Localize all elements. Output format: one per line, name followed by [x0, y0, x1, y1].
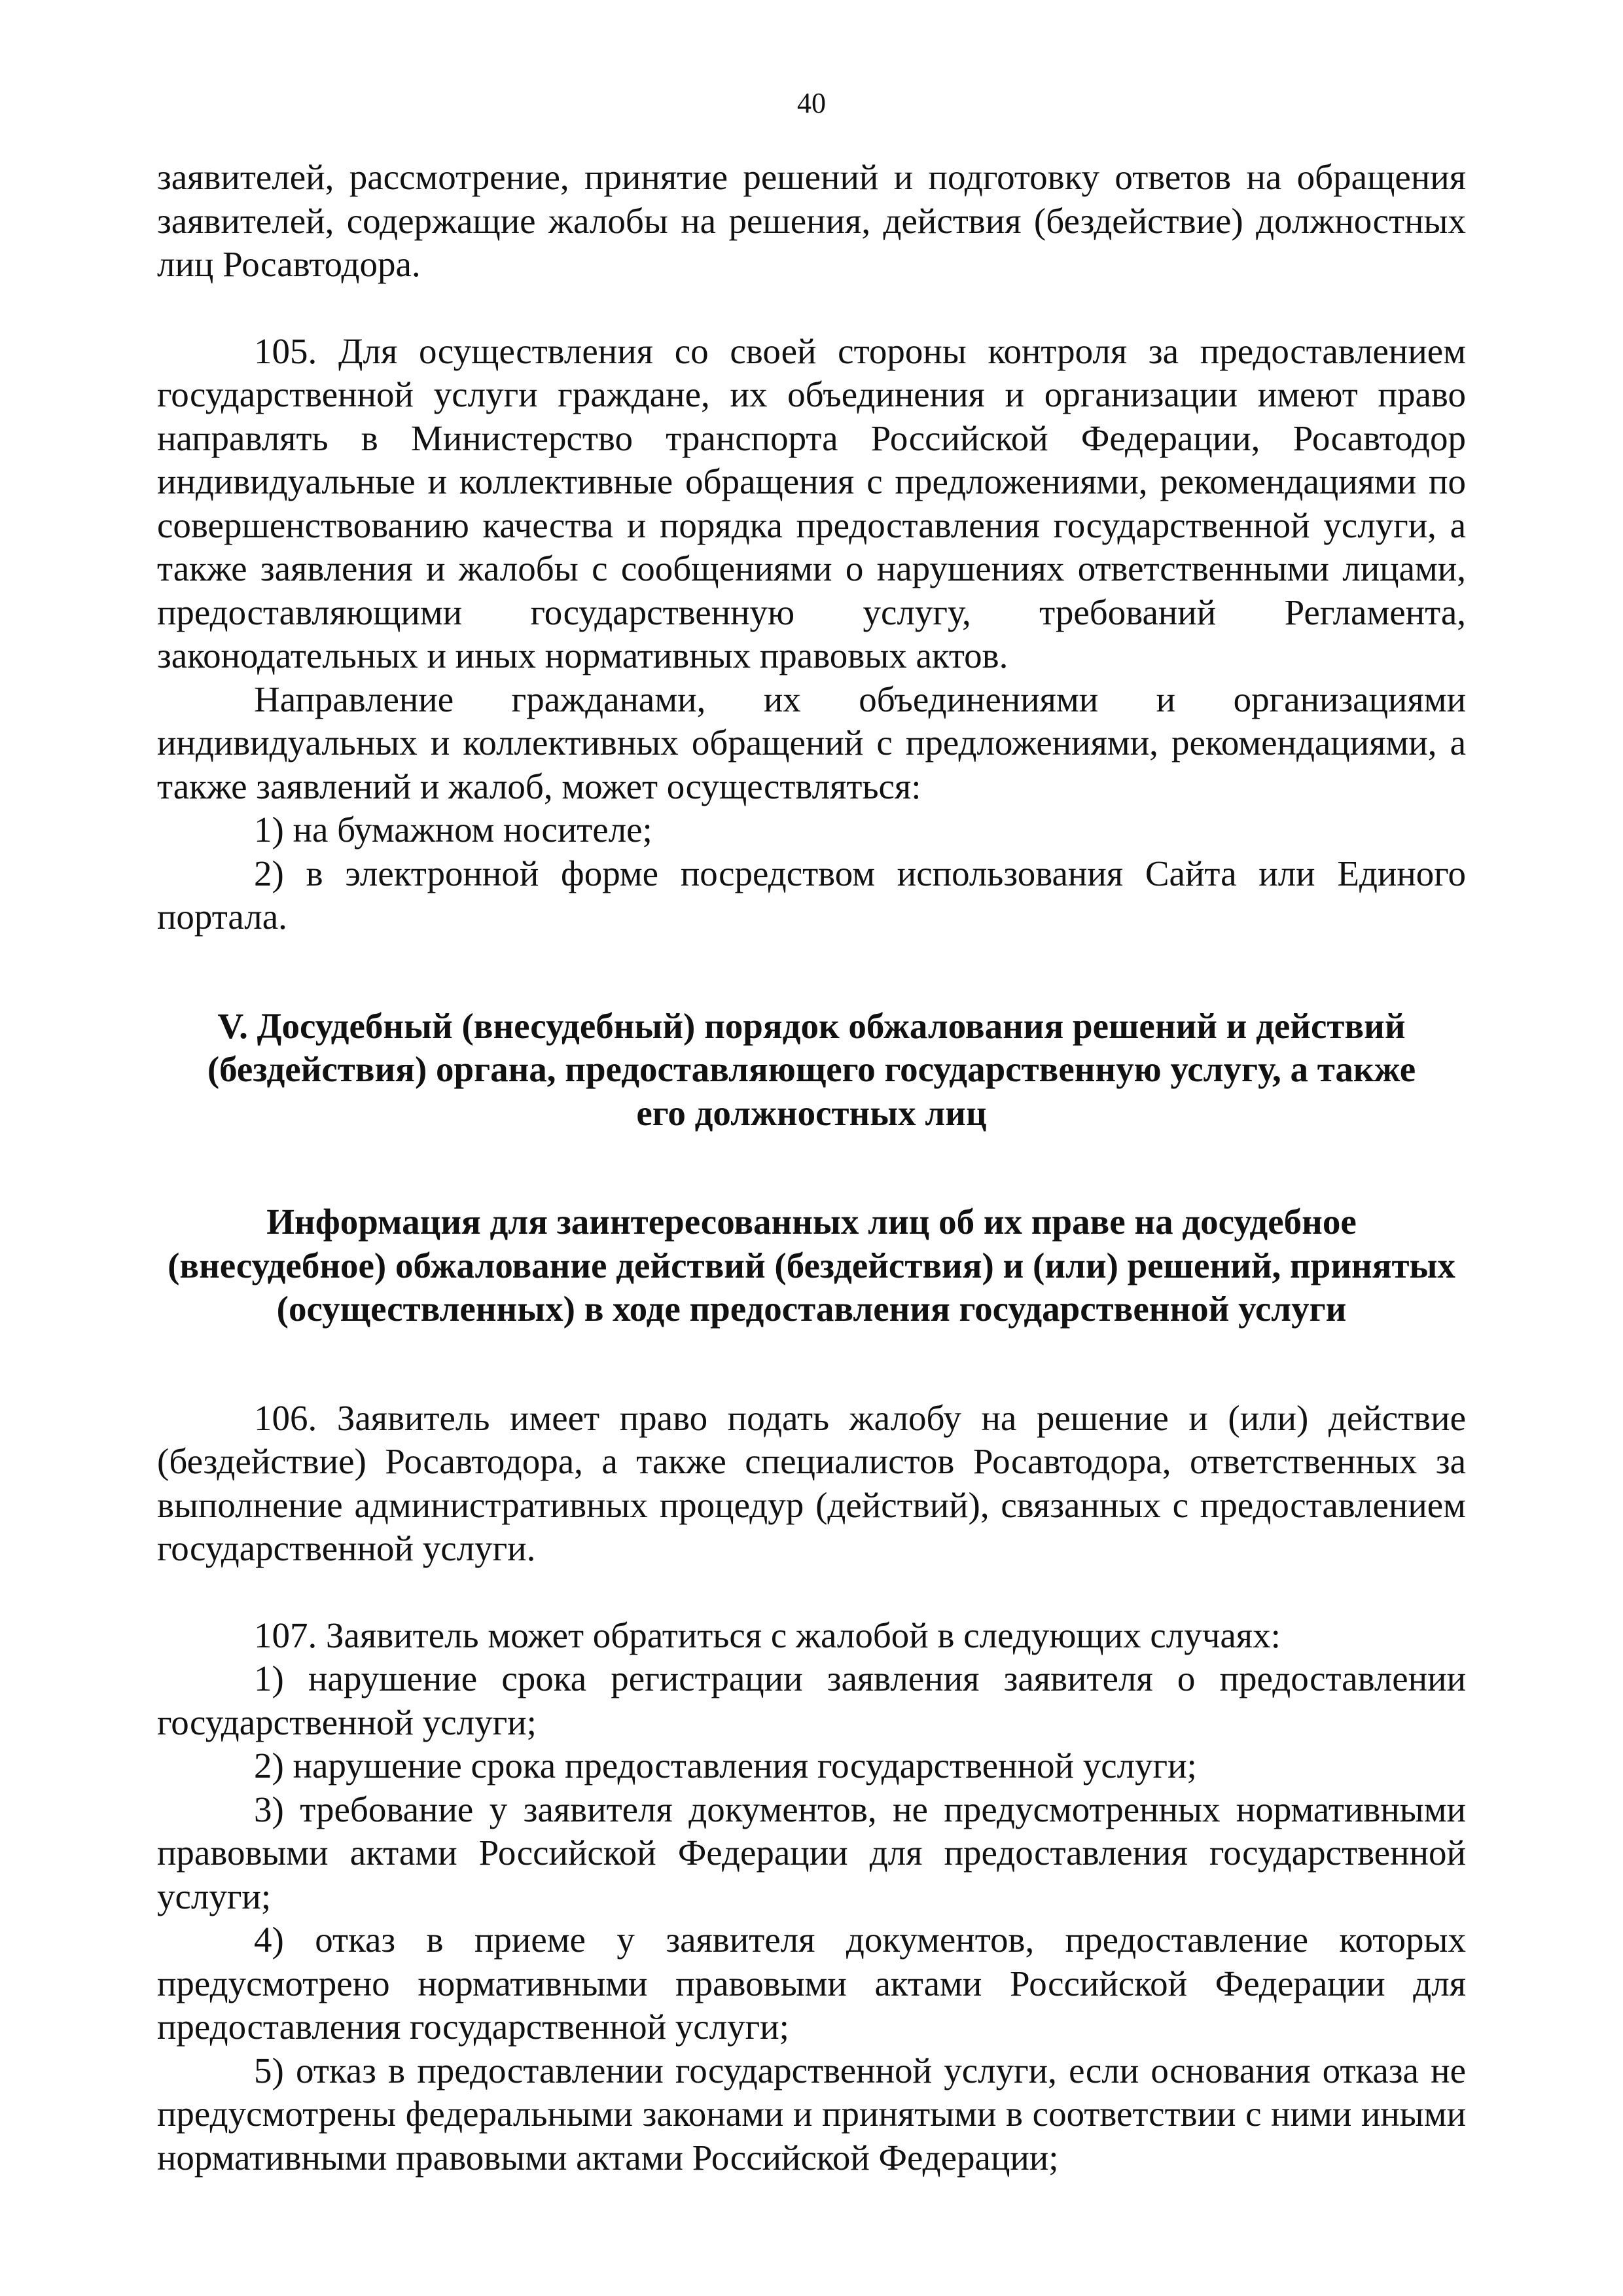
section-heading-line: (бездействия) органа, предоставляющего государственную услугу, а также	[207, 1049, 1416, 1089]
case-item-5: 5) отказ в предоставлении государственной услуги, если основания отказа не предусмотрены федеральными законами и принятыми в соответствии с ними иными нормативными правовыми актами Российской Федерации;	[157, 2050, 1466, 2178]
paragraph-107-intro: 107. Заявитель может обратиться с жалобой в следующих случаях:	[254, 1615, 1281, 1655]
case-item-2: 2) нарушение срока предоставления государственной услуги;	[254, 1746, 1197, 1785]
section-heading	[157, 1005, 1466, 1136]
document-body	[157, 156, 1466, 2179]
intro-paragraph: заявителей, рассмотрение, принятие решений и подготовку ответов на обращения заявителей, содержащие жалобы на решения, действия (бездействие) должностных лиц Росавтодора.	[157, 157, 1466, 284]
case-item-1: 1) нарушение срока регистрации заявления заявителя о предоставлении государственной услуги;	[157, 1659, 1466, 1742]
subsection-heading-line: (внесудебное) обжалование действий (бездействия) и (или) решений, принятых	[168, 1245, 1455, 1285]
spacer	[157, 1571, 1466, 1614]
spacer	[157, 287, 1466, 330]
case-item-4: 4) отказ в приеме у заявителя документов, предоставление которых предусмотрено нормативными правовыми актами Российской Федерации для предоставления государственной услуги;	[157, 1920, 1466, 2047]
paragraph-106: 106. Заявитель имеет право подать жалобу на решение и (или) действие (бездействие) Росавтодора, а также специалистов Росавтодора, ответственных за выполнение административных процедур (действий), связанных с предоставлением государственной услуги.	[157, 1397, 1466, 1568]
subsection-heading	[157, 1200, 1466, 1331]
direction-item-1: 1) на бумажном носителе;	[254, 810, 652, 850]
case-item-3: 3) требование у заявителя документов, не предусмотренных нормативными правовыми актами Российской Федерации для предоставления государственной услуги;	[157, 1789, 1466, 1916]
spacer	[157, 1135, 1466, 1200]
subsection-heading-line: Информация для заинтересованных лиц об их праве на досудебное	[266, 1202, 1357, 1242]
direction-item-2: 2) в электронной форме посредством использования Сайта или Единого портала.	[157, 853, 1466, 937]
section-heading-line: его должностных лиц	[636, 1092, 987, 1133]
paragraph-105: 105. Для осуществления со своей стороны контроля за предоставлением государственной услуги граждане, их объединения и организации имеют право направлять в Министерство транспорта Российской Федерации, Росавтодор индивидуальные и коллективные обращения с предложениями, рекомендациями по совершенствованию качества и порядка предоставления государственной услуги, а также заявления и жалобы с сообщениями о нарушениях ответственными лицами, предоставляющими государственную услугу, требований Регламента, законодательных и иных нормативных правовых актов.	[157, 331, 1466, 675]
spacer	[157, 939, 1466, 1005]
subsection-heading-line: (осуществленных) в ходе предоставления государственной услуги	[276, 1289, 1347, 1329]
page-number: 40	[797, 87, 826, 119]
paragraph-direction: Направление гражданами, их объединениями и организациями индивидуальных и коллективных обращений с предложениями, рекомендациями, а также заявлений и жалоб, может осуществляться:	[157, 679, 1466, 806]
section-heading-line: V. Досудебный (внесудебный) порядок обжалования решений и действий	[217, 1005, 1406, 1046]
spacer	[157, 1331, 1466, 1397]
